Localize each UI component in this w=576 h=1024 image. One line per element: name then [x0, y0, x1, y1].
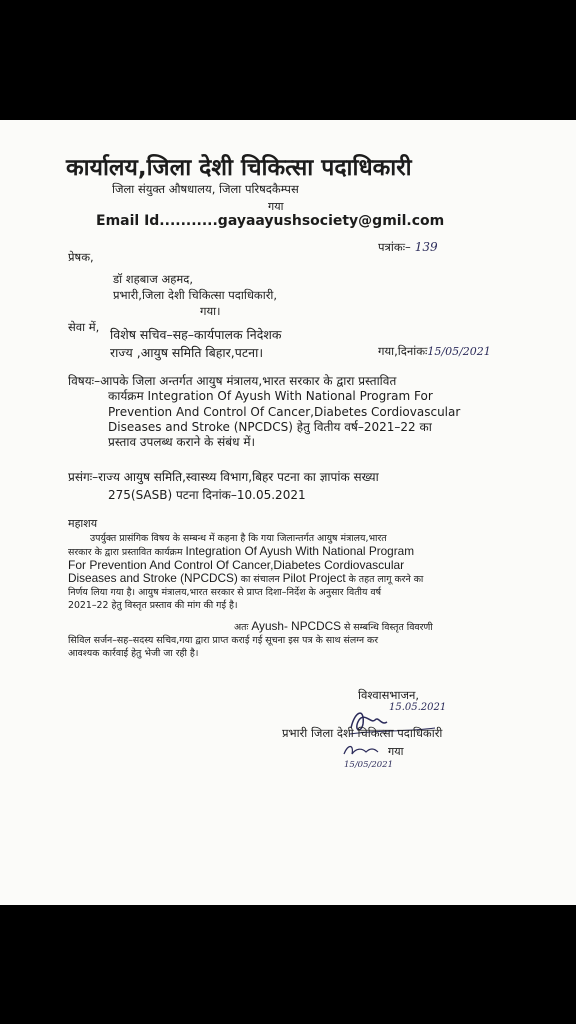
- salutation: महाशय: [68, 517, 98, 530]
- reference-block: [68, 470, 379, 504]
- signatory-city: गया: [388, 745, 404, 758]
- date-value: 15/05/2021: [427, 345, 491, 358]
- reference-line: 275(SASB) पटना दिनांक–10.05.2021: [108, 488, 306, 503]
- body-line: Diseases and Stroke (NPCDCS) का संचालन Pilot Project के तहत लागू करने का: [68, 571, 424, 586]
- subject-block: [68, 374, 460, 450]
- sender-city: गया।: [200, 304, 221, 318]
- letter-date: [378, 344, 491, 359]
- signatory-designation: प्रभारी जिला देशी चिकित्सा पदाधिकारी: [282, 726, 443, 740]
- letter-sheet: [0, 120, 576, 905]
- body-line: सिविल सर्जन–सह–सदस्य सचिव,गया द्वारा प्राप्त कराई गई सूचना इस पत्र के साथ संलग्न कर: [68, 635, 379, 647]
- signature-date: 15.05.2021: [389, 702, 447, 713]
- stamp-date: 15/05/2021: [344, 760, 393, 770]
- body-paragraph-2: [68, 620, 433, 660]
- office-city: गया: [268, 200, 284, 213]
- sender-designation: प्रभारी,जिला देशी चिकित्सा पदाधिकारी,: [113, 288, 278, 302]
- body-paragraph-1: [68, 532, 423, 613]
- sender-label: प्रेषक,: [68, 250, 94, 264]
- reference-label: पत्रांकः–: [378, 240, 411, 254]
- body-line: निर्णय लिया गया है। आयुष मंत्रालय,भारत सरकार से प्राप्त दिशा–निर्देश के अनुसार वितीय वर्ष: [68, 587, 382, 599]
- subject-line: Prevention And Control Of Cancer,Diabetes Cordiovascular: [108, 404, 461, 419]
- subject-line: विषयः–आपके जिला अन्तर्गत आयुष मंत्रालय,भारत सरकार के द्वारा प्रस्तावित: [68, 374, 397, 388]
- reference-value: 139: [414, 240, 438, 254]
- recipient-line-1: विशेष सचिव–सह–कार्यपालक निदेशक: [110, 327, 282, 342]
- sender-name: डॉ शहबाज अहमद,: [113, 272, 193, 286]
- reference-number: [378, 240, 438, 255]
- closing-yours: विश्वासभाजन,: [358, 688, 420, 702]
- body-line: आवश्यक कार्रवाई हेतु भेजी जा रही है।: [68, 648, 199, 660]
- subject-line: Diseases and Stroke (NPCDCS) हेतु वितीय वर्ष–2021–22 का: [108, 419, 432, 434]
- office-title: कार्यालय,जिला देशी चिकित्सा पदाधिकारी: [66, 155, 412, 181]
- body-line: 2021–22 हेतु विस्तृत प्रस्ताव की मांग की गई है।: [68, 600, 238, 612]
- body-line: अतः Ayush- NPCDCS से सम्बन्धि विस्तृत विवरणी: [234, 619, 433, 633]
- subject-line: प्रस्ताव उपलब्ध कराने के संबंध में।: [108, 435, 256, 450]
- recipient-line-2: राज्य ,आयुष समिति बिहार,पटना।: [110, 345, 264, 360]
- subject-line: कार्यक्रम Integration Of Ayush With National Program For: [108, 389, 433, 404]
- initials-scribble: [342, 742, 382, 758]
- body-line: सरकार के द्वारा प्रस्तावित कार्यक्रम Integration Of Ayush With National Program: [68, 544, 415, 559]
- initials-stamp: [342, 742, 393, 776]
- body-line: For Prevention And Control Of Cancer,Diabetes Cordiovascular: [68, 558, 405, 573]
- reference-line: प्रसंगः–राज्य आयुष समिति,स्वास्थ्य विभाग,बिहर पटना का ज्ञापांक सख्या: [68, 470, 379, 484]
- office-address: जिला संयुक्त औषधालय, जिला परिषदकैम्पस: [112, 182, 299, 196]
- body-line: उपर्युक्त प्रासंगिक विषय के सम्बन्ध में कहना है कि गया जिलान्तर्गत आयुष मंत्रालय,भारत: [90, 533, 387, 544]
- date-label: गया,दिनांकः: [378, 344, 428, 358]
- office-email: Email Id...........gayaayushsociety@gmil.com: [96, 213, 445, 229]
- recipient-label: सेवा में,: [68, 320, 100, 334]
